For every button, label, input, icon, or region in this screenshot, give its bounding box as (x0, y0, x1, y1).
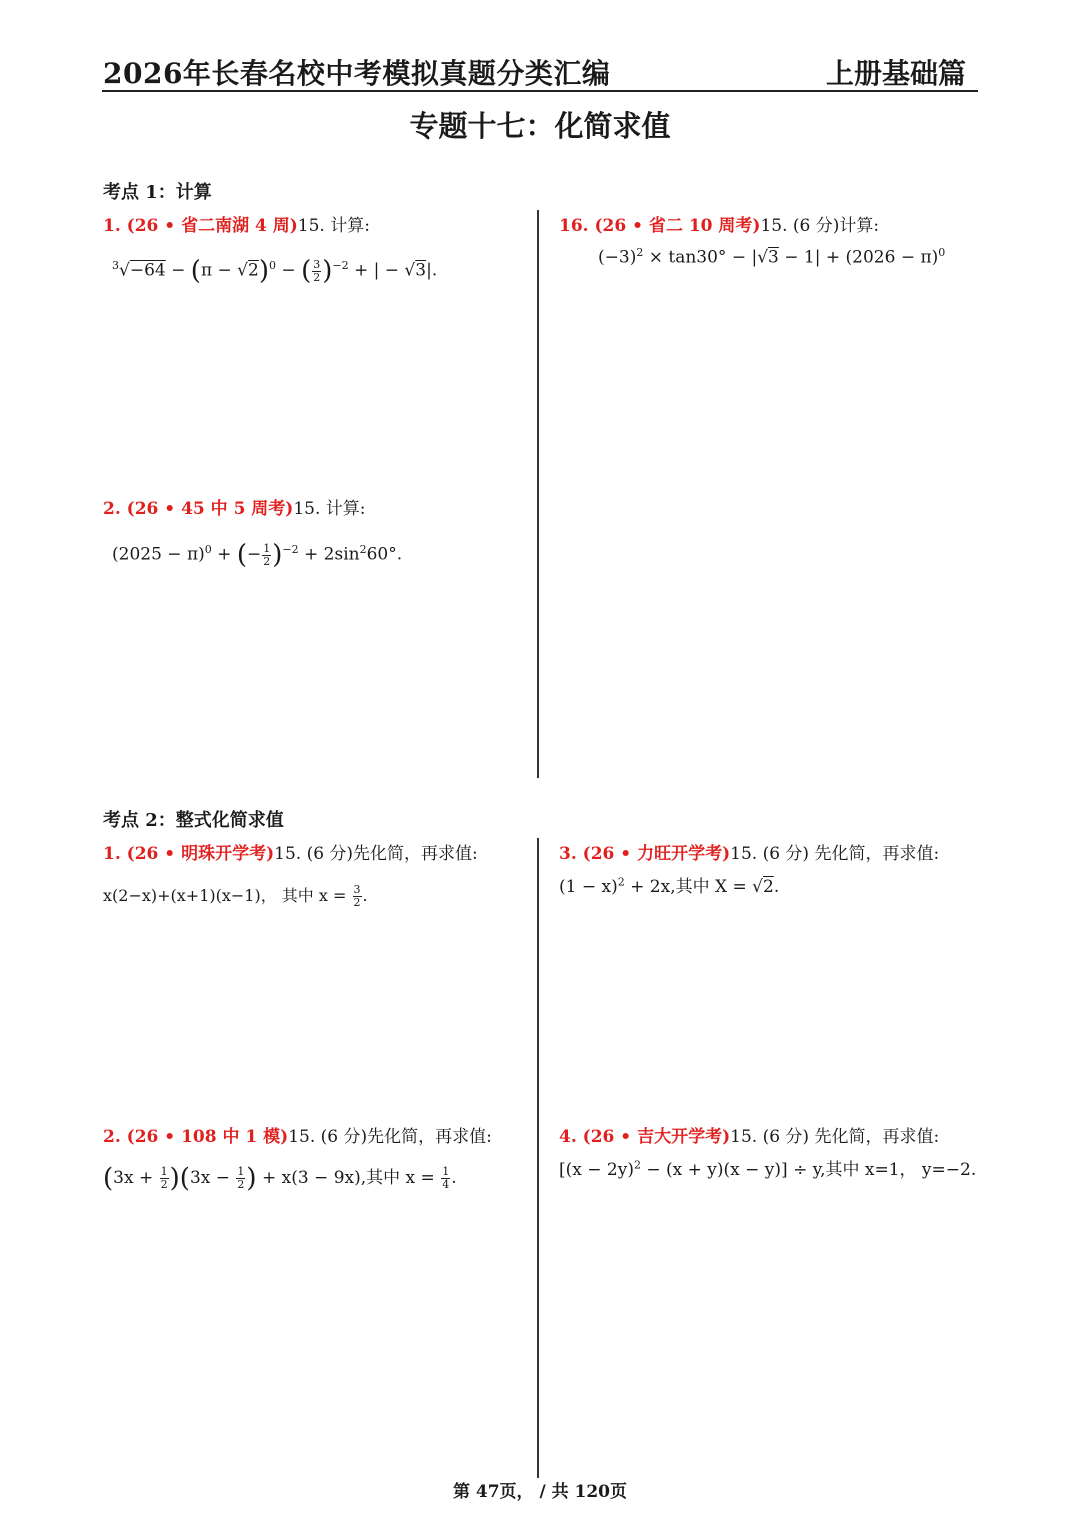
question-s1-q2 (103, 499, 366, 520)
question-s1-q1 (103, 216, 370, 237)
page-footer: 第 47页， / 共 120页 (452, 1482, 628, 1502)
page-title: 专题十七：化简求值 (409, 109, 671, 143)
expression-s2-q4: $[(x - 2y)^2 - (x + y)(x - y)] \div y$,其中 x=1， y=−2. (559, 1158, 977, 1180)
expression-s2-q1: x(2−x)+(x+1)(x−1)， 其中 x = $\frac{3}{2}$ . (103, 883, 368, 909)
question-prompt: 15. (6 分) 先化简，再求值: (730, 1127, 940, 1147)
question-prompt: 15. (6 分)先化简，再求值: (274, 844, 478, 864)
expression-s2-q2: (3x + $\frac{1}{2}$ )(3x − $\frac{1}{2}$ ) + x(3 − 9x),其中 x = $\frac{1}{4}$ . (103, 1163, 457, 1194)
expression-s2-q3: $(1 - x)^2 + 2x$,其中 X = √2. (559, 875, 780, 897)
header-volume: 上册基础篇 (826, 57, 967, 90)
question-prompt: 15. (6 分)计算: (760, 216, 880, 236)
question-source: 3. (26 • 力旺开学考) (559, 844, 731, 864)
question-source: 1. (26 • 明珠开学考) (103, 844, 275, 864)
question-prompt: 15. 计算: (297, 216, 370, 236)
expression-s1-q2: $(2025 - \pi)^0$ + (− $\frac{1}{2}$ )$^{-2} + 2\sin^260^\circ$. (112, 540, 403, 570)
column-divider-1 (537, 210, 539, 778)
question-source: 2. (26 • 45 中 5 周考) (103, 499, 294, 519)
question-prompt: 15. 计算: (293, 499, 366, 519)
question-s2-q1 (103, 844, 478, 865)
question-prompt: 15. (6 分) 先化简，再求值: (730, 844, 940, 864)
header-title: 2026年长春名校中考模拟真题分类汇编 (103, 57, 611, 90)
expression-s1-q16: $(-3)^2 \times \tan 30^\circ - |√3 - 1| + (2026 - \pi)^0$ (598, 246, 946, 268)
question-s2-q2 (103, 1127, 492, 1148)
question-s2-q4 (559, 1127, 939, 1148)
expression-s1-q1: $^3√-64 - (\pi - √2)^0$ − ( $\frac{3}{2}$ )$^{-2}$ + | − √3|. (112, 256, 438, 286)
question-s2-q3 (559, 844, 939, 865)
column-divider-2 (537, 838, 539, 1478)
question-source: 16. (26 • 省二 10 周考) (559, 216, 761, 236)
header-rule (102, 90, 978, 92)
question-s1-q16 (559, 216, 879, 237)
section-heading-2: 考点 2：整式化简求值 (103, 810, 284, 831)
question-source: 2. (26 • 108 中 1 模) (103, 1127, 289, 1147)
question-prompt: 15. (6 分)先化简，再求值: (288, 1127, 492, 1147)
question-source: 4. (26 • 吉大开学考) (559, 1127, 731, 1147)
section-heading-1: 考点 1：计算 (103, 182, 212, 203)
question-source: 1. (26 • 省二南湖 4 周) (103, 216, 298, 236)
